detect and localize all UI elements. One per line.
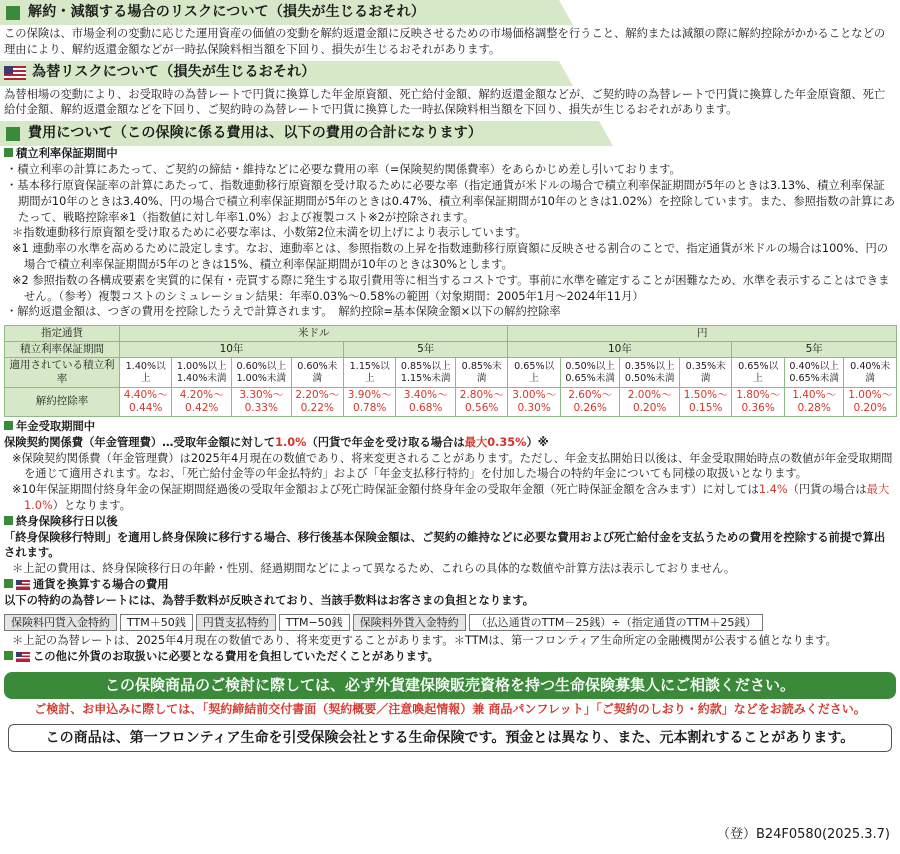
deduction-rate-cell: 4.40%～0.44% [120, 387, 172, 416]
deduction-rate-cell: 1.50%～0.15% [680, 387, 732, 416]
deduction-rate-cell: 2.00%～0.20% [620, 387, 680, 416]
fx-note: ＊上記の為替レートは、2025年4月現在の数値であり、将来変更することがあります。＊TTMは、第一フロンティア生命所定の金融機関が公表する値となります。 [12, 634, 837, 648]
table-jpy: 円 [508, 326, 897, 342]
section-title: 解約・減額する場合のリスクについて（損失が生じるおそれ） [28, 3, 426, 20]
read-documents-notice: ご検討、お申込みに際しては、「契約締結前交付書面（契約概要／注意喚起情報）兼 商品パンフレット」「ご契約のしおり・約款」などをお読みください。 [34, 701, 866, 716]
us-japan-flag-icon [4, 66, 26, 80]
risk-surrender-header [0, 0, 900, 25]
applied-rate-cell: 0.65%以上 [508, 358, 560, 387]
consult-banner: この保険商品のご検討に際しては、必ず外貨建保険販売資格を持つ生命保険募集人にご相談ください。 [4, 672, 896, 699]
registration-code: （登）B24F0580(2025.3.7) [716, 826, 890, 842]
green-square-icon [6, 127, 20, 141]
risk-surrender-text: この保険は、市場金利の変動に応じた運用資産の価値の変動を解約返還金額に反映させるための市場価格調整を行うこと、解約または減額の際に解約控除がかかることなどの理由により、解約返還金額などが一時払保険料相当額を下回り、損失が生じるおそれがあります。 [4, 27, 886, 56]
annuity-note: ※10年保証期間付終身年金の保証期間経過後の受取年金額および死亡時保証金額付終身年金の受取年金額（死亡時保証金額を含みます）に対しては1.4%（円貨の場合は最大1.0%）となります。 [12, 483, 890, 512]
applied-rate-cell: 1.00%以上1.40%未満 [172, 358, 232, 387]
table-usd: 米ドル [120, 326, 508, 342]
table-period: 5年 [344, 342, 508, 358]
deduction-rate-cell: 4.20%～0.42% [172, 387, 232, 416]
fee-note: ※2 参照指数の各構成要素を実質的に保有・売買する際に発生する取引費用等に相当するコストです。事前に水準を確定することが困難なため、水準を表示することはできません。（参考）複製コストのシミュレーション結果：年率0.03%～0.58%の範囲（対象期間：2005年1月～2024年11月） [12, 273, 890, 303]
deduction-rate-cell: 3.40%～0.68% [396, 387, 456, 416]
deduction-rate-cell: 2.80%～0.56% [456, 387, 508, 416]
applied-rate-cell: 1.15%以上 [344, 358, 396, 387]
us-japan-flag-icon [16, 652, 30, 662]
applied-rate-cell: 0.60%以上1.00%未満 [232, 358, 292, 387]
deduction-rate-cell: 1.80%～0.36% [732, 387, 784, 416]
annuity-fee-line: 保険契約関係費（年金管理費）…受取年金額に対して1.0%（円貨で年金を受け取る場合は最大0.35%）※ [4, 435, 549, 449]
rate-label: 保険料円貨入金特約 [4, 614, 117, 631]
fx-risk-text: 為替相場の変動により、お受取時の為替レートで円貨に換算した年金原資額、死亡給付金額、解約返還金額などが、ご契約時の為替レートで円貨に換算した年金原資額、死亡給付金額、解約返還金額などを下回り、ご契約時の為替レートで円貨に換算した一時払保険料相当額を下回り、損失が生じるおそれがあります。 [4, 87, 886, 117]
rate-value: TTM＋50銭 [120, 614, 193, 631]
green-square-icon [4, 148, 13, 157]
table-period: 5年 [732, 342, 897, 358]
applied-rate-cell: 0.35%以上0.50%未満 [620, 358, 680, 387]
whole-life-text: 「終身保険移行特則」を適用し終身保険に移行する場合、移行後基本保険金額は、ご契約の維持などに必要な費用および死亡給付金を支払うための費用を控除する前提で算出されます。 [4, 530, 886, 560]
applied-rate-cell: 0.65%以上 [732, 358, 784, 387]
table-period: 10年 [508, 342, 732, 358]
green-square-icon [4, 579, 13, 588]
surrender-deduction-table [4, 325, 897, 417]
table-period: 10年 [120, 342, 344, 358]
rate-value: （払込通貨のTTM－25銭）÷（指定通貨のTTM＋25銭） [469, 614, 764, 631]
section-title: 費用について（この保険に係る費用は、以下の費用の合計になります） [28, 124, 483, 141]
fee-bullet: ・積立利率の計算にあたって、ご契約の締結・維持などに必要な費用の率（=保険契約関係費率）をあらかじめ差し引いております。 [6, 163, 681, 177]
applied-rate-cell: 0.50%以上0.65%未満 [560, 358, 620, 387]
product-disclaimer: この商品は、第一フロンティア生命を引受保険会社とする生命保険です。預金とは異なり、また、元本割れすることがあります。 [8, 724, 892, 752]
rate-value: TTM−50銭 [279, 614, 350, 631]
deduction-rate-cell: 3.30%～0.33% [232, 387, 292, 416]
fx-fee-heading: 通貨を換算する場合の費用 [4, 577, 896, 593]
deduction-rate-cell: 2.60%～0.26% [560, 387, 620, 416]
table-label: 指定通貨 [5, 326, 120, 342]
applied-rate-cell: 0.60%未満 [291, 358, 343, 387]
fee-bullet: ・基本移行原資保証率の計算にあたって、指数連動移行原資額を受け取るために必要な率（指定通貨が米ドルの場合で積立利率保証期間が5年のときは3.13%、積立利率保証期間が10年のときは3.40%、円の場合で積立利率保証期間が5年のときは0.47%、積立利率保証期間が10年のときは1.02%）を控除しています。また、参照指数の計算にあたって、戦略控除率※1（指数値に対し年率1.0%）および複製コスト※2が控除されます。 [6, 178, 895, 224]
applied-rate-cell: 0.85%未満 [456, 358, 508, 387]
green-square-icon [4, 516, 13, 525]
period-heading: 年金受取期間中 [4, 419, 896, 435]
green-square-icon [4, 651, 13, 660]
deduction-rate-cell: 1.00%～0.20% [844, 387, 897, 416]
applied-rate-cell: 0.85%以上1.15%未満 [396, 358, 456, 387]
green-square-icon [4, 421, 13, 430]
fee-note: ＊指数連動移行原資額を受け取るために必要な率は、小数第2位未満を切上げにより表示しています。 [12, 226, 527, 240]
fees-header [0, 121, 900, 146]
deduction-rate-cell: 2.20%～0.22% [291, 387, 343, 416]
table-label: 解約控除率 [5, 387, 120, 416]
green-square-icon [6, 6, 20, 20]
fx-other: この他に外貨のお取扱いに必要となる費用を負担していただくことがあります。 [4, 649, 896, 665]
us-japan-flag-icon [16, 580, 30, 590]
deduction-rate-cell: 3.00%～0.30% [508, 387, 560, 416]
fee-bullet: ・解約返還金額は、つぎの費用を控除したうえで計算されます。 解約控除=基本保険金額×以下の解約控除率 [6, 305, 561, 319]
annuity-note: ※保険契約関係費（年金管理費）は2025年4月現在の数値であり、将来変更されることがあります。ただし、年金支払開始日以後は、年金受取開始時点の数値が年金受取期間を通じて適用されます。なお、「死亡給付金等の年金払特約」および「年金支払移行特約」を付加した場合の特約年金についても同様の取扱いとなります。 [12, 451, 893, 481]
rate-label: 円貨支払特約 [196, 614, 276, 631]
applied-rate-cell: 0.40%以上0.65%未満 [784, 358, 844, 387]
deduction-rate-cell: 3.90%～0.78% [344, 387, 396, 416]
table-label: 積立利率保証期間 [5, 342, 120, 358]
fx-rate-table [4, 614, 896, 631]
applied-rate-cell: 0.40%未満 [844, 358, 897, 387]
whole-life-note: ＊上記の費用は、終身保険移行日の年齢・性別、経過期間などによって異なるため、これらの具体的な数値や計算方法は表示しておりません。 [12, 562, 736, 576]
applied-rate-cell: 1.40%以上 [120, 358, 172, 387]
fee-note: ※1 連動率の水準を高めるために設定します。なお、連動率とは、参照指数の上昇を指数連動移行原資額に反映させる割合のことで、指定通貨が米ドルの場合は100%、円の場合で積立利率保証期間が5年のときは15%、積立利率保証期間が10年のときは30%とします。 [12, 242, 889, 271]
rate-label: 保険料外貨入金特約 [353, 614, 466, 631]
applied-rate-cell: 0.35%未満 [680, 358, 732, 387]
section-title: 為替リスクについて（損失が生じるおそれ） [32, 64, 316, 81]
table-label: 適用されている積立利率 [5, 358, 120, 387]
deduction-rate-cell: 1.40%～0.28% [784, 387, 844, 416]
period-heading: 積立利率保証期間中 [4, 146, 896, 162]
fx-risk-header [0, 61, 900, 86]
period-heading: 終身保険移行日以後 [4, 514, 896, 530]
fx-fee-text: 以下の特約の為替レートには、為替手数料が反映されており、当該手数料はお客さまの負担となります。 [4, 593, 535, 607]
